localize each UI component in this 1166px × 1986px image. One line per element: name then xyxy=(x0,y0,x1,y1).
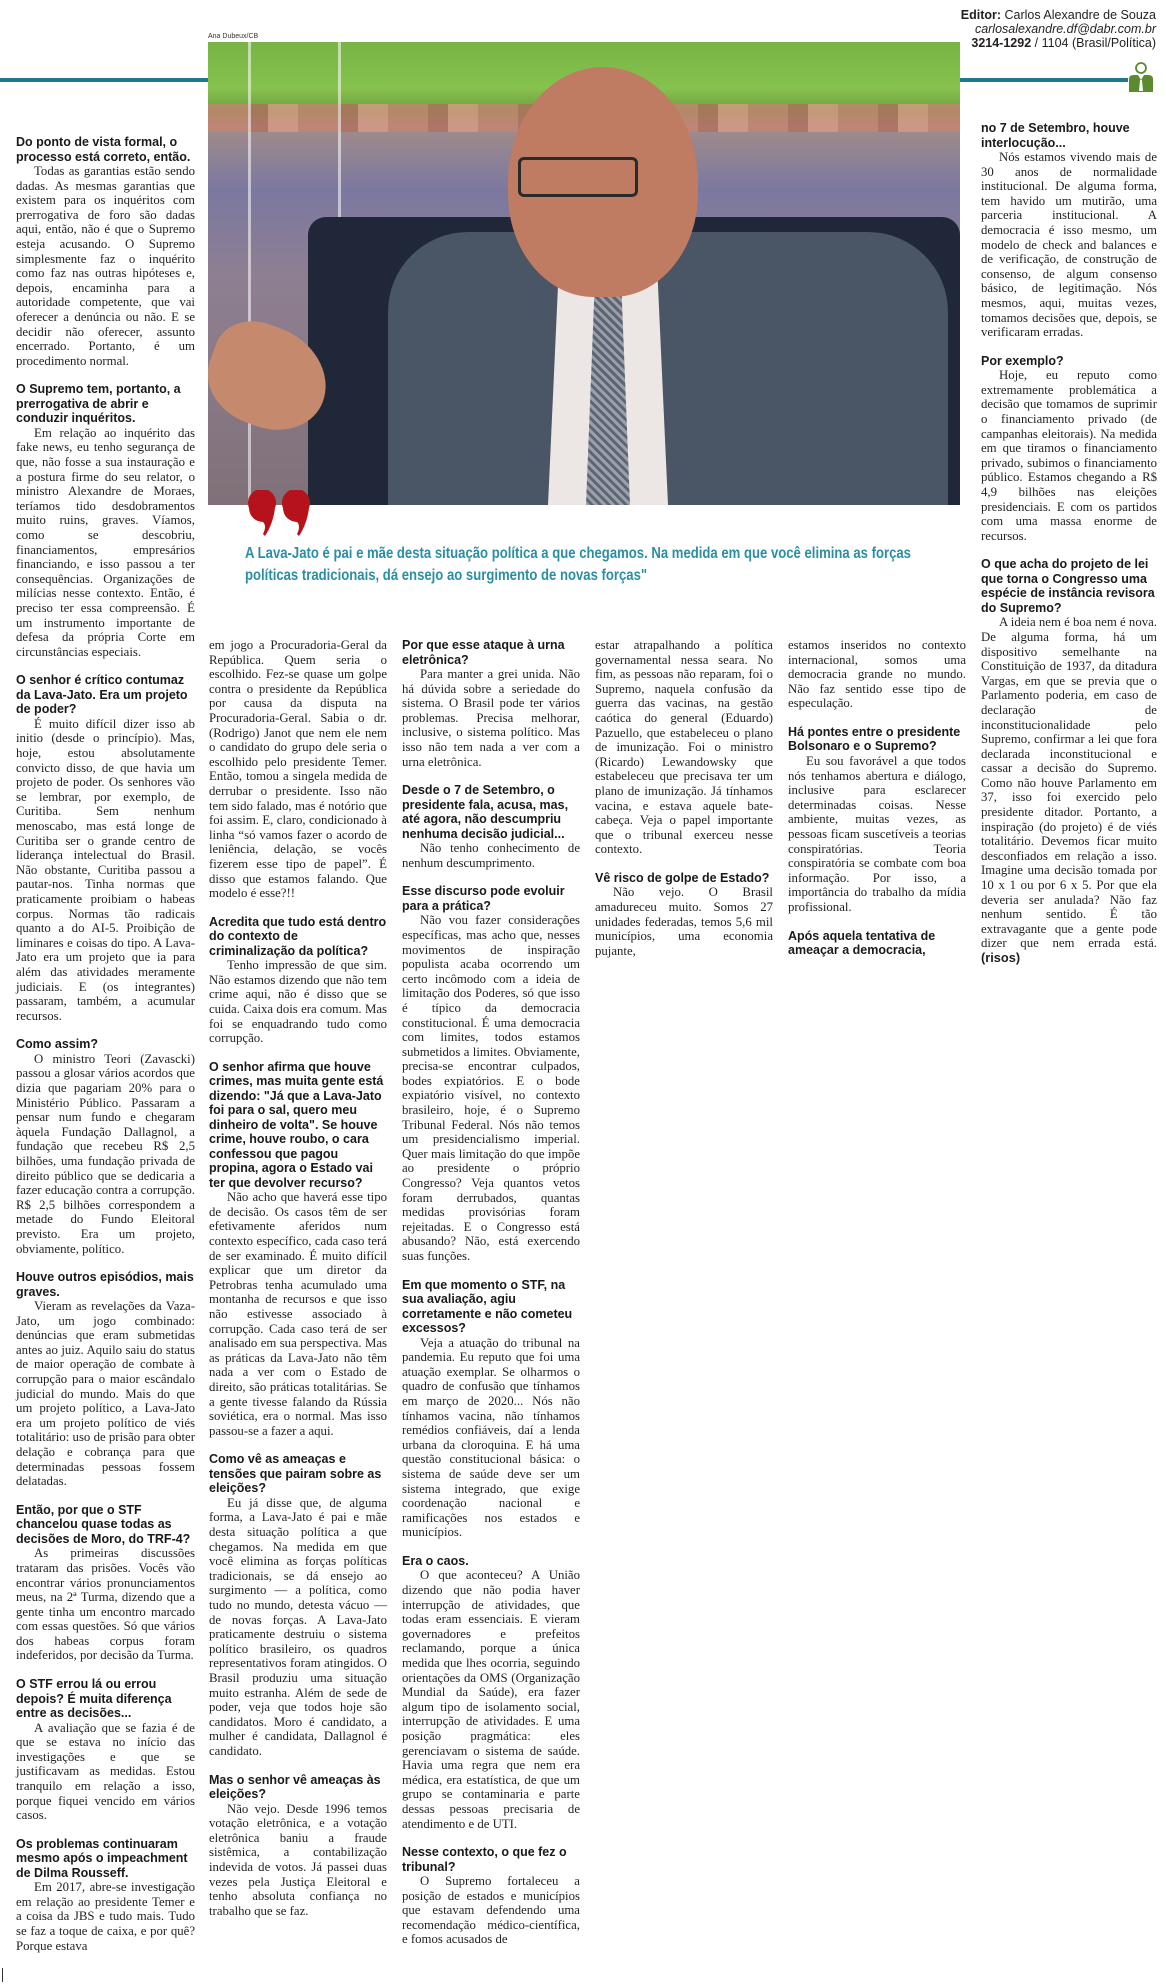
interview-answer: O que aconteceu? A União dizendo que não podia haver interrupção de atividades, que todas eram essenciais. E vieram governadores e prefeitos reclamando, porque a única medida que lhes ocorria, seguindo orientações da OMS (Organização Mundial da Saúde), era fazer algum tipo de isolamento social, interrupção de atividades. E uma posição pragmática: eles gerenciavam o sistema de saúde. Havia uma regra que nem era médica, era estatística, de que um grupo se contaminaria e parte dessas pessoas precisaria de atendimento e de UTI. xyxy=(402,1568,580,1831)
article-column-5 xyxy=(788,638,966,958)
article-column-2 xyxy=(209,638,387,1918)
interview-answer: Tenho impressão de que sim. Não estamos dizendo que não tem crime aqui, não é disso que se cuida. Caixa dois era comum. Mas foi se enquadrando tudo como corrupção. xyxy=(209,958,387,1046)
quote-marks-icon xyxy=(245,490,315,536)
answer-text: A ideia nem é boa nem é nova. De alguma forma, há um dispositivo semelhante na Constituição de 1937, da ditadura Vargas, em que se previa que o Parlamento poderia, em caso de declaração de inconstitucionalidade pelo Supremo, confirmar a lei que fora declarada inconstitucional e cassar a decisão do Supremo. Como não houve Parlamento em 37, isso foi exercido pelo presidente ditador. Portanto, a inspiração (do projeto) é de viés totalitário. Devemos ficar muito desconfiados em relação a isso. Imagine uma decisão tomada por 10 x 1 ou por 6 x 5. Por que ela deveria ser anulada? Não faz nenhum sentido. É tão extravagante que a gente pode dizer que nem errada está. xyxy=(981,615,1157,951)
interview-answer xyxy=(981,615,1157,965)
interview-question: Há pontes entre o presidente Bolsonaro e o Supremo? xyxy=(788,724,961,754)
phone-line xyxy=(961,36,1156,50)
interview-answer: É muito difícil dizer isso ab initio (desde o princípio). Mas, hoje, estou absolutamente convicto disso, de que havia um projeto de poder. Os senhores vão se lembrar, por exemplo, de Curitiba. Sem nenhum menoscabo, mas está longe de Curitiba ser o grande centro de liderança intelectual do Brasil. Não obstante, Curitiba passou a pautar-nos. Tinha normas que praticamente proibiam o habeas corpus. Normas tão radicais quanto a do AI-5. Proibição de liminares e coisas do tipo. A Lava-Jato era um projeto que ia para além das atividades meramente judiciais. E (os integrantes) passaram, também, a acumular recursos. xyxy=(16,716,195,1023)
interview-answer: Eu já disse que, de alguma forma, a Lava-Jato é pai e mãe desta situação política a que chegamos. Na medida em que você elimina as forças políticas tradicionais, se dá ensejo ao surgimento — a política, como tudo no mundo, detesta vácuo — de novas forças. A Lava-Jato praticamente destruiu o sistema político brasileiro, os quadros representativos foram atingidos. O Brasil produziu uma situação muito estranha. Além de sede de poder, veja que todos hoje são candidatos. Moro é candidato, a mulher é candidata, Dallagnol é candidato. xyxy=(209,1495,387,1758)
interview-question: Como assim? xyxy=(16,1037,98,1052)
interview-question: Os problemas continuaram mesmo após o impeachment de Dilma Rousseff. xyxy=(16,1836,188,1880)
interview-answer: Todas as garantias estão sendo dadas. As mesmas garantias que existem para os inquéritos com prerrogativa de foro são dadas aqui, então, não é que o Supremo esteja acusando. O Supremo simplesmente faz o inquérito como faz nas outras hipóteses e, depois, encaminha para a autoridade competente, que vai oferecer a denúncia ou não. E se decidir não oferecer, assunto encerrado. Portanto, é um procedimento normal. xyxy=(16,164,195,368)
article-column-3 xyxy=(402,638,580,1947)
interview-answer: A avaliação que se fazia é de que se estava no início das investigações e que se justificavam as medidas. Estou tranquilo em relação a isso, porque fiquei vencido em vários casos. xyxy=(16,1720,195,1823)
interview-question: Do ponto de vista formal, o processo está correto, então. xyxy=(16,135,191,164)
photo-suit xyxy=(388,232,948,505)
interview-answer: Não vejo. Desde 1996 temos votação eletrônica, e a votação eletrônica baniu a fraude sistêmica, a contabilização indevida de votos. Já passei duas vezes pela Justiça Eleitoral e tenho absoluta confiança no trabalho que se faz. xyxy=(209,1801,387,1918)
interview-question: O senhor afirma que houve crimes, mas muita gente está dizendo: "Já que a Lava-Jato foi para o sal, quero meu dinheiro de volta". Se houve crime, houve roubo, o cara confessou que pagou propina, agora o Estado vai ter que devolver recurso? xyxy=(209,1059,384,1190)
interview-question: Esse discurso pode evoluir para a prática? xyxy=(402,884,565,913)
interview-answer: Nós estamos vivendo mais de 30 anos de normalidade institucional. De alguma forma, tem havido um mutirão, uma parceria institucional. A democracia é isso mesmo, um modelo de check and balances e de verificação, de construção de consenso, de algum consenso básico, de legitimação. Nós mesmos, aqui, muitas vezes, tomamos decisões que, depois, se verificaram erradas. xyxy=(981,150,1157,340)
interview-answer: Hoje, eu reputo como extremamente problemática a decisão que tomamos de suprimir o financiamento privado (de campanhas eleitorais). Na medida em que tiramos o financiamento privado, subimos o financiamento público. Estamos chegando a R$ 4,9 bilhões nas eleições presidenciais. E com os partidos com uma massa enorme de recursos. xyxy=(981,368,1157,543)
interview-answer: Eu sou favorável a que todos nós tenhamos abertura e diálogo, inclusive para esclarecer determinadas coisas. Nesse ambiente, muitas vezes, as pessoas ficam suscetíveis a teorias conspiratórias. Teoria conspiratória se combate com boa informação. Por isso, a importância do trabalho da mídia profissional. xyxy=(788,753,966,914)
interview-question: Após aquela tentativa de ameaçar a democracia, xyxy=(788,928,936,957)
interview-answer: O ministro Teori (Zavascki) passou a glosar vários acordos que dizia que pagariam 20% para o Ministério Público. Passaram a pensar num fundo e chegaram àquela Fundação Dallagnol, a fundação que recebeu R$ 2,5 bilhões, uma fundação privada de direito público que se dedicaria a fazer educação contra a corrupção. R$ 2,5 bilhões correspondem a metade do Fundo Eleitoral previsto. Era um projeto, obviamente, político. xyxy=(16,1051,195,1256)
interview-question: O STF errou lá ou errou depois? É muita diferença entre as decisões... xyxy=(16,1677,172,1721)
interview-answer: Não tenho conhecimento de nenhum descumprimento. xyxy=(402,841,580,870)
interview-answer-continued: estar atrapalhando a política governamental nessa seara. No fim, as pessoas não reparam, foi o Supremo, naquela confusão da guerra das vacinas, na gestão caótica do general (Eduardo) Pazuello, que estabeleceu o plano de imunização. Foi o ministro (Ricardo) Lewandowsky que estabeleceu que precisava ter um plano de imunização. Já tínhamos vacina, e estava aquele bate-cabeça. Veja o papel importante que o tribunal exerceu nesse contexto. xyxy=(595,638,773,857)
interview-answer: Não vou fazer considerações específicas, mas acho que, nesses movimentos de inspiração populista acaba ocorrendo um certo incômodo com a ideia de limitação dos Poderes, só que isso é típico da democracia constitucional. É uma democracia com limites, todos estamos submetidos a limites. Obviamente, precisa-se encontrar culpados, bodes expiatórios. E o bode expiatório visível, no contexto brasileiro, hoje, é o Supremo Tribunal Federal. Nós não temos um presidencialismo imperial. Quer mais limitação do que impõe ao presidente o próprio Congresso? Veja quantos vetos foram derrubados, quantas medidas provisórias foram rejeitadas. E o Congresso está abusando? Não, está exercendo suas funções. xyxy=(402,913,580,1263)
interview-question: Houve outros episódios, mais graves. xyxy=(16,1270,194,1299)
laughter-note: (risos) xyxy=(981,950,1021,965)
editor-line xyxy=(961,8,1156,22)
page-edge-mark xyxy=(2,1968,3,1982)
interview-question: Por exemplo? xyxy=(981,353,1064,368)
interview-question: Mas o senhor vê ameaças às eleições? xyxy=(209,1772,381,1802)
person-suit-icon xyxy=(1128,62,1154,92)
photo-glasses xyxy=(518,157,638,197)
interview-answer: Para manter a grei unida. Não há dúvida sobre a seriedade do sistema. O Brasil pode ter vários problemas. Precisa melhorar, inclusive, o sistema político. Mas isso não tem nada a ver com a urna eletrônica. xyxy=(402,667,580,769)
interview-question: O Supremo tem, portanto, a prerrogativa de abrir e conduzir inquéritos. xyxy=(16,382,181,426)
editor-credit-box xyxy=(961,8,1156,50)
interview-question: Por que esse ataque à urna eletrônica? xyxy=(402,638,565,667)
interview-answer: As primeiras discussões trataram das prisões. Vocês vão encontrar vários pronunciamentos meus, na 2ª Turma, dizendo que a gente tinha um encontro marcado com essas questões. Só que vários dos habeas corpus foram indeferidos, por decisão da Turma. xyxy=(16,1546,195,1663)
interview-question: O que acha do projeto de lei que torna o Congresso uma espécie de instância revisora do Supremo? xyxy=(981,557,1155,615)
editor-label: Editor: xyxy=(960,8,1002,22)
interview-question: Como vê as ameaças e tensões que pairam sobre as eleições? xyxy=(209,1452,382,1496)
article-column-6 xyxy=(981,121,1157,966)
interview-question: Em que momento o STF, na sua avaliação, agiu corretamente e não cometeu excessos? xyxy=(402,1277,573,1336)
pull-quote: A Lava-Jato é pai e mãe desta situação política a que chegamos. Na medida em que você elimina as forças políticas tradicionais, dá ensejo ao surgimento de novas forças" xyxy=(245,545,911,584)
interview-answer-continued: estamos inseridos no contexto internacional, somos uma democracia grande no mundo. Não faz sentido esse tipo de especulação. xyxy=(788,638,966,711)
interview-question: no 7 de Setembro, houve interlocução... xyxy=(981,121,1130,150)
interview-answer-continued: em jogo a Procuradoria-Geral da República. Quem seria o escolhido. Fez-se quase um golpe contra o presidente da República por causa da disputa na Procuradoria-Geral. Sabia o dr. (Rodrigo) Janot que nem ele nem o candidato do grupo dele seria o escolhido pelo presidente Temer. Então, tomou a singela medida de derrubar o presidente. Isso não tem sido falado, mas é notório que foi assim. E, claro, condicionado à linha “só vamos fazer o acordo de leniência, delação, se vocês fizerem esse tipo de papel”. É disso que estamos falando. Que modelo é esse?!! xyxy=(209,638,387,901)
section-rule-left xyxy=(0,78,208,82)
interview-question: Então, por que o STF chancelou quase todas as decisões de Moro, do TRF-4? xyxy=(16,1502,191,1546)
interview-answer: Em relação ao inquérito das fake news, eu tenho segurança de que, não fosse a sua instauração e a postura firme do seu relator, o ministro Alexandre de Moraes, teríamos tido desdobramentos muito ruins, graves. Víamos, como se descobriu, financiamentos, empresários financiando, e isso passou a ter consequências. Organizações de milícias nesse contexto. Então, é preciso ter essa compreensão. É um instrumento importante de defesa da própria Corte em circunstâncias especiais. xyxy=(16,425,195,659)
interview-question: Nesse contexto, o que fez o tribunal? xyxy=(402,1845,567,1874)
interview-answer: Em 2017, abre-se investigação em relação ao presidente Temer e a coisa da JBS e tudo mais. Tudo se faz a toque de caixa, e por quê? Porque estava xyxy=(16,1880,195,1953)
editor-name: Carlos Alexandre de Souza xyxy=(1004,8,1156,22)
article-column-4 xyxy=(595,638,773,958)
interview-question: Acredita que tudo está dentro do contexto de criminalização da política? xyxy=(209,914,387,958)
article-column-1 xyxy=(16,135,195,1953)
interview-answer: Vieram as revelações da Vaza-Jato, um jogo combinado: denúncias que eram submetidas antes ao juiz. Aquilo saiu do status de maior operação de combate à corrupção para o maior escândalo judicial do mundo. Mais do que um projeto político, a Lava-Jato era um projeto político de viés totalitário: uso de prisão para obter delação e cobrança para que determinadas pessoas fossem delatadas. xyxy=(16,1299,195,1489)
photo-credit: Ana Dubeux/CB xyxy=(208,33,259,40)
interview-question: O senhor é crítico contumaz da Lava-Jato. Era um projeto de poder? xyxy=(16,673,188,717)
interview-answer: Veja a atuação do tribunal na pandemia. Eu reputo que foi uma atuação exemplar. Se olharmos o quadro de confusão que tínhamos em março de 2020... Nós não tínhamos vacina, não tínhamos remédios confiáveis, daí a lenda urbana da cloroquina. E há uma questão constitucional básica: o sistema de saúde deve ser um sistema integrado, que exige coordenação nacional e ramificações nos estados e municípios. xyxy=(402,1335,580,1540)
interview-answer: Não acho que haverá esse tipo de decisão. Os casos têm de ser efetivamente aferidos num contexto específico, cada caso terá de ser examinado. É muito difícil explicar que um diretor da Petrobras tenha acumulado uma montanha de recursos e que isso não estivesse associado à corrupção. Cada caso terá de ser analisado em sua perspectiva. Mas as práticas da Lava-Jato não têm nada a ver com o Estado de direito, são práticas totalitárias. Se a gente tivesse falando da Rússia soviética, era o normal. Mas isso passou-se a fazer a aqui. xyxy=(209,1190,387,1438)
section-rule-right xyxy=(960,78,1128,82)
interview-question: Desde o 7 de Setembro, o presidente fala, acusa, mas, até agora, não descumpriu nenhuma decisão judicial... xyxy=(402,783,569,841)
interview-answer: O Supremo fortaleceu a posição de estados e municípios que estavam defendendo uma recomendação médico-científica, e fomos acusados de xyxy=(402,1874,580,1947)
interview-answer: Não vejo. O Brasil amadureceu muito. Somos 27 unidades federadas, temos 5,6 mil municípios, uma economia pujante, xyxy=(595,885,773,958)
editor-phone: 3214-1292 xyxy=(971,36,1032,50)
photo-glass-frame xyxy=(248,42,251,505)
interview-question: Vê risco de golpe de Estado? xyxy=(595,870,770,885)
interview-photo xyxy=(208,42,960,505)
editor-email: carlosalexandre.df@dabr.com.br xyxy=(974,22,1156,36)
editor-extension: / 1104 (Brasil/Política) xyxy=(1034,36,1156,50)
interview-question: Era o caos. xyxy=(402,1553,469,1568)
